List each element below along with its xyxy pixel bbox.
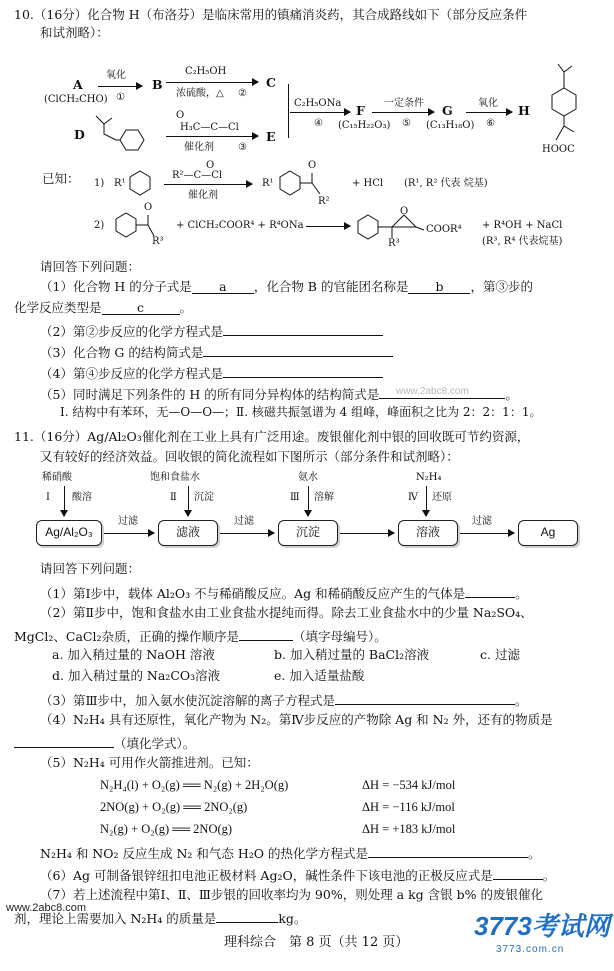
q11-part4: （4）N₂H₄ 具有还原性，氧化产物为 N₂。第Ⅳ步反应的产物除 Ag 和 N₂ 外，还有的物质是 [40, 712, 553, 727]
flow-arrow-3 [340, 533, 394, 534]
answer-q11-5[interactable] [368, 844, 528, 858]
known2-r3: R³ [152, 236, 164, 247]
step3-reagent-o: O [176, 110, 185, 121]
q11-part7-cont: 剂，理论上需要加入 N₂H₄ 的质量是 kg。 [14, 911, 307, 926]
compound-b: B [152, 77, 163, 92]
flow-arrow-2 [220, 533, 274, 534]
compound-f: F [356, 103, 365, 118]
option-a: a. 加入稍过量的 NaOH 溶液 [52, 647, 215, 662]
q10-part3: （3）化合物 G 的结构简式是 [40, 343, 393, 360]
benzene-ring-icon [126, 168, 154, 198]
flow-box-catalyst: Ag/Al₂O₃ [36, 520, 102, 546]
flow-op-3: 溶解 [314, 492, 334, 503]
option-e: e. 加入适量盐酸 [274, 668, 365, 683]
flow-arrow-4 [460, 533, 514, 534]
step6-number: ⑥ [486, 118, 495, 129]
flow-step-1: Ⅰ [46, 492, 50, 503]
blank-c[interactable]: c [102, 301, 180, 315]
known2-byproducts: + R⁴OH + NaCl [482, 220, 563, 231]
known1-product-o: O [308, 160, 317, 171]
step2-number: ② [238, 88, 247, 99]
known1-number: 1) [94, 178, 105, 189]
answer-q11-2[interactable] [239, 627, 293, 641]
flow-box-solution: 溶液 [398, 520, 458, 546]
answer-q10-2[interactable] [223, 322, 383, 336]
flow-arrow-1 [104, 533, 154, 534]
site-logo: 3773考试网 [474, 911, 610, 941]
known2-number: 2) [94, 220, 105, 231]
flow-op-2: 沉淀 [194, 492, 214, 503]
known2-product-o: O [400, 206, 409, 217]
q10-prompt: 请回答下列问题： [40, 259, 141, 274]
aryl-ketone-structure [276, 168, 340, 212]
blank-b[interactable]: b [408, 280, 470, 294]
answer-q10-4[interactable] [223, 364, 383, 378]
compound-a-formula: (ClCH₂CHO) [44, 94, 108, 105]
compound-g-formula: (C₁₃H₁₈O) [426, 120, 475, 131]
compound-c: C [266, 75, 276, 90]
q10-part5: （5）同时满足下列条件的 H 的所有同分异构体的结构简式是 。 [40, 387, 518, 402]
merge-bracket [279, 84, 289, 138]
known1-arrow [164, 184, 252, 185]
q10-part1-cont: 化学反应类型是 c 。 [14, 300, 193, 315]
thermo-dh-1: ΔH = −534 kJ/mol [362, 778, 456, 792]
flow-filter-2: 过滤 [234, 516, 254, 527]
q11-part2-cont: MgCl₂、CaCl₂杂质，正确的操作顺序是 （填字母编号）。 [14, 629, 387, 644]
q11-part5-question: N₂H₄ 和 NO₂ 反应生成 N₂ 和气态 H₂O 的热化学方程式是 。 [40, 846, 541, 861]
isobutylbenzene-structure [92, 108, 162, 154]
thermo-eq-2: 2NO(g) + O₂(g) ══ 2NO₂(g) [100, 800, 248, 814]
step3-reagent: H₃C—C—Cl [180, 122, 239, 133]
known1-reagent: R²—C—Cl [172, 170, 223, 181]
option-b: b. 加入稍过量的 BaCl₂溶液 [274, 647, 430, 662]
q10-part2: （2）第②步反应的化学方程式是 [40, 322, 383, 339]
page-footer: 理科综合 第 8 页（共 12 页） [224, 935, 409, 950]
known1-note: (R¹, R² 代表 烷基) [404, 178, 488, 189]
step4-reagent: C₂H₅ONa [294, 98, 342, 109]
step4-number: ④ [314, 118, 323, 129]
step1-arrow [98, 86, 142, 87]
flow-step-3: Ⅲ [290, 492, 300, 503]
known1-product-r1: R¹ [262, 178, 274, 189]
step6-arrow [466, 112, 512, 113]
flow-step-2: Ⅱ [170, 492, 177, 503]
thermo-eq-1: N₂H₄(l) + O₂(g) ══ N₂(g) + 2H₂O(g) [100, 778, 289, 792]
flow-filter-1: 过滤 [118, 516, 138, 527]
site-logo-url: 3773.com.cn [496, 944, 565, 955]
flow-arrow-down-3 [308, 486, 309, 516]
q11-part5: （5）N₂H₄ 可用作火箭推进剂。已知： [40, 755, 259, 770]
flow-arrow-down-2 [188, 486, 189, 516]
step6-reagent: 氧化 [478, 98, 498, 109]
known-label: 已知： [42, 171, 80, 186]
q11-part4-cont: （填化学式）。 [14, 734, 195, 751]
q11-part3: （3）第Ⅲ步中，加入氨水使沉淀溶解的离子方程式是 。 [40, 693, 528, 708]
flow-reagent-3: 氨水 [298, 472, 318, 483]
option-d: d. 加入稍过量的 Na₂CO₃溶液 [52, 668, 221, 683]
step2-reagent: C₂H₅OH [185, 66, 227, 77]
compound-d: D [74, 127, 85, 142]
known2-reagents: + ClCH₂COOR⁴ + R⁴ONa [176, 220, 304, 231]
q10-header: 10.（16分）化合物 H（布洛芬）是临床常用的镇痛消炎药，其合成路线如下（部分反应条件 [14, 7, 528, 22]
q11-part6: （6）Ag 可制备银锌纽扣电池正极材料 Ag₂O，碱性条件下该电池的正极反应式是 。 [40, 868, 556, 883]
answer-q11-3[interactable] [335, 691, 515, 705]
answer-q11-7[interactable] [216, 909, 278, 923]
flow-box-filtrate: 滤液 [158, 520, 218, 546]
flow-filter-3: 过滤 [472, 516, 492, 527]
step5-arrow [372, 112, 434, 113]
option-c: c. 过滤 [480, 647, 520, 662]
step3-arrow [166, 136, 258, 137]
q10-part5-conditions: Ⅰ. 结构中有苯环，无—O—O—；Ⅱ. 核磁共振氢谱为 4 组峰，峰面积之比为 2：2：1：1。 [60, 405, 542, 419]
answer-q11-4[interactable] [14, 734, 114, 748]
step2-arrow [166, 82, 258, 83]
step3-catalyst: 催化剂 [184, 142, 214, 153]
flow-arrow-down-4 [426, 486, 427, 516]
flow-reagent-4: N₂H₄ [416, 472, 442, 483]
known1-hcl: + HCl [352, 178, 384, 189]
step3-number: ③ [238, 142, 247, 153]
flow-op-4: 还原 [432, 492, 452, 503]
answer-q10-3[interactable] [203, 343, 393, 357]
flow-arrow-down-1 [64, 486, 65, 516]
q11-part7: （7）若上述流程中第Ⅰ、Ⅱ、Ⅲ步银的回收率均为 90%，则处理 a kg 含银 b% 的废银催化 [40, 887, 543, 902]
ibuprofen-cooh: HOOC [542, 144, 575, 155]
compound-h: H [518, 103, 530, 118]
known2-product-coor4: COOR⁴ [426, 224, 462, 235]
known1-product-r2: R² [318, 196, 330, 207]
q11-part1: （1）第Ⅰ步中，载体 Al₂O₃ 不与稀硝酸反应。Ag 和稀硝酸反应产生的气体是 。 [40, 586, 528, 601]
flow-op-1: 酸溶 [72, 492, 92, 503]
compound-f-formula: (C₁₅H₂₂O₃) [338, 120, 391, 131]
flow-reagent-2: 饱和食盐水 [150, 472, 200, 483]
q11-header: 11.（16分）Ag/Al₂O₃催化剂在工业上具有广泛用途。废银催化剂中银的回收既可节约资源， [14, 429, 530, 444]
known2-product-r3: R³ [388, 238, 400, 249]
q10-part4: （4）第④步反应的化学方程式是 [40, 364, 383, 381]
compound-a: A [73, 77, 83, 92]
known1-catalyst: 催化剂 [188, 190, 218, 201]
q11-prompt: 请回答下列问题： [40, 561, 141, 576]
q11-header-cont: 又有较好的经济效益。回收银的简化流程如下图所示（部分条件和试剂略）： [40, 449, 459, 464]
q10-part1: （1）化合物 H 的分子式是 a ，化合物 B 的官能团名称是 b ，第③步的 [40, 279, 533, 294]
answer-q11-6[interactable] [493, 866, 543, 880]
answer-q11-1[interactable] [465, 584, 515, 598]
thermo-eq-3: N₂(g) + O₂(g) ══ 2NO(g) [100, 822, 233, 836]
step5-reagent: 一定条件 [384, 98, 424, 109]
q10-header-cont: 和试剂略）： [40, 25, 109, 40]
known2-o: O [144, 202, 153, 213]
step2-condition: 浓硫酸，△ [176, 88, 224, 99]
flow-box-silver: Ag [518, 520, 578, 546]
blank-a[interactable]: a [192, 280, 254, 294]
thermo-dh-2: ΔH = −116 kJ/mol [362, 800, 455, 814]
q11-part2: （2）第Ⅱ步中，饱和食盐水由工业食盐水提纯而得。除去工业食盐水中的少量 Na₂SO₄、 [40, 605, 533, 620]
watermark-text-1: www.2abc8.com [396, 386, 469, 397]
watermark-text-2: www.2abc8.com [6, 902, 87, 914]
step5-number: ⑤ [402, 118, 411, 129]
flow-reagent-1: 稀硝酸 [42, 472, 72, 483]
known2-note: (R³, R⁴ 代表烷基) [482, 236, 563, 247]
compound-e: E [266, 129, 276, 144]
step1-number: ① [116, 92, 125, 103]
known1-r1: R¹ [114, 178, 126, 189]
compound-g: G [442, 103, 453, 118]
known2-arrow [306, 226, 350, 227]
step4-arrow [290, 112, 350, 113]
known1-o: O [206, 160, 215, 171]
flow-box-precipitate: 沉淀 [278, 520, 338, 546]
thermo-dh-3: ΔH = +183 kJ/mol [362, 822, 456, 836]
step1-reagent: 氧化 [106, 70, 126, 81]
flow-step-4: Ⅳ [408, 492, 418, 503]
